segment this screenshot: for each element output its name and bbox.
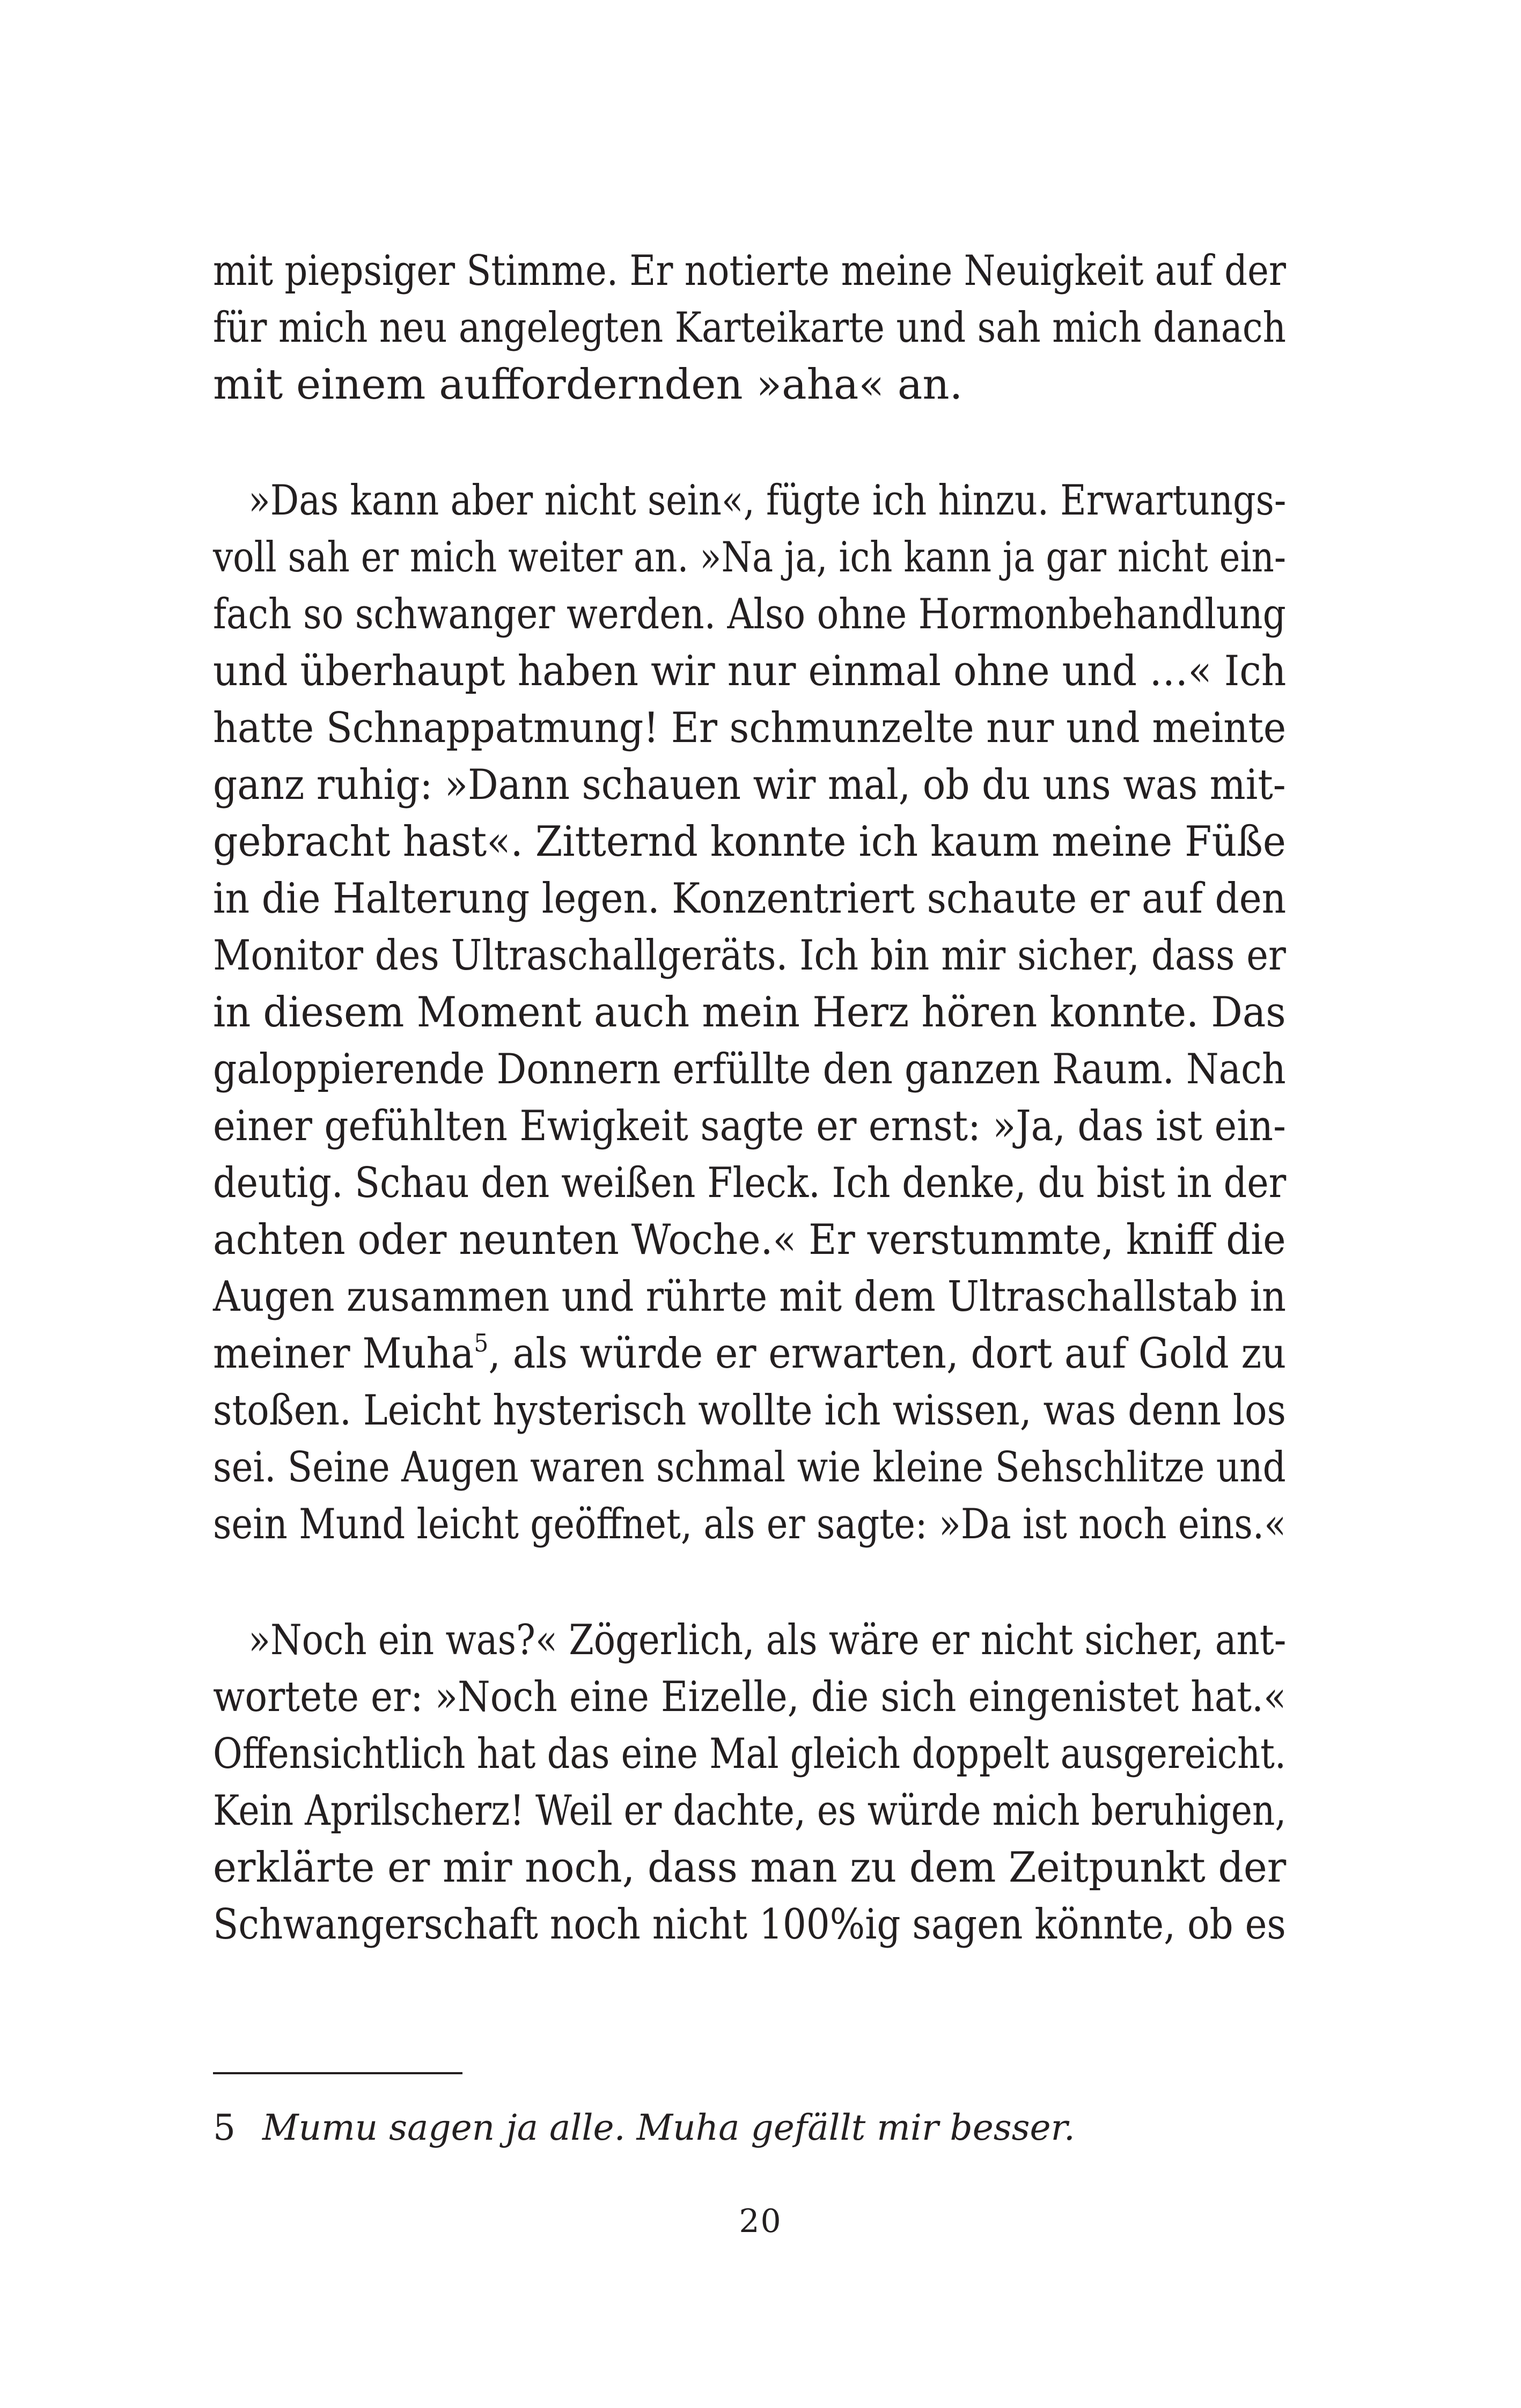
body-line: »Noch ein was?« Zögerlich, als wäre er nicht sicher, ant-: [248, 1616, 1287, 1664]
footnote-divider: [213, 2072, 462, 2074]
body-line: Offensichtlich hat das eine Mal gleich doppelt ausgereicht.: [213, 1730, 1287, 1778]
body-text: meiner Muha: [213, 1330, 474, 1378]
body-line: ganz ruhig: »Dann schauen wir mal, ob du uns was mit-: [213, 761, 1286, 809]
page-number: 20: [739, 2203, 782, 2240]
body-line: fach so schwanger werden. Also ohne Hormonbehandlung: [213, 590, 1286, 638]
body-line: in diesem Moment auch mein Herz hören konnte. Das: [213, 988, 1286, 1037]
footnote-number: 5: [213, 2107, 236, 2148]
body-line: für mich neu angelegten Karteikarte und sah mich danach: [213, 304, 1286, 352]
body-line: wortete er: »Noch eine Eizelle, die sich eingenistet hat.«: [213, 1673, 1287, 1721]
body-line-with-footnote-ref: [213, 1325, 1287, 1382]
body-text: , als würde er erwarten, dort auf Gold zu: [488, 1330, 1287, 1378]
body-line: erklärte er mir noch, dass man zu dem Zeitpunkt der: [213, 1844, 1287, 1892]
body-line: Augen zusammen und rührte mit dem Ultraschallstab in: [213, 1273, 1287, 1321]
body-line: stoßen. Leicht hysterisch wollte ich wissen, was denn los: [213, 1386, 1286, 1435]
body-line: hatte Schnappatmung! Er schmunzelte nur und meinte: [213, 704, 1287, 752]
body-line: einer gefühlten Ewigkeit sagte er ernst: »Ja, das ist ein-: [213, 1102, 1286, 1150]
body-line: voll sah er mich weiter an. »Na ja, ich kann ja gar nicht ein-: [213, 533, 1287, 582]
body-line: gebracht hast«. Zitternd konnte ich kaum meine Füße: [213, 818, 1286, 866]
body-line: mit piepsiger Stimme. Er notierte meine Neuigkeit auf der: [213, 247, 1286, 295]
body-line: Kein Aprilscherz! Weil er dachte, es würde mich beruhigen,: [213, 1787, 1287, 1835]
body-line: in die Halterung legen. Konzentriert schaute er auf den: [213, 875, 1287, 923]
body-line: deutig. Schau den weißen Fleck. Ich denke, du bist in der: [213, 1159, 1287, 1207]
body-line: sei. Seine Augen waren schmal wie kleine Sehschlitze und: [213, 1443, 1286, 1492]
footnote: [213, 2102, 1075, 2154]
body-line: achten oder neunten Woche.« Er verstummte, kniff die: [213, 1216, 1286, 1264]
body-line: mit einem auffordernden »aha« an.: [213, 361, 963, 409]
body-line: »Das kann aber nicht sein«, fügte ich hinzu. Erwartungs-: [248, 476, 1287, 525]
footnote-text: Mumu sagen ja alle. Muha gefällt mir besser.: [262, 2107, 1075, 2148]
footnote-reference[interactable]: 5: [474, 1328, 489, 1357]
body-line: Monitor des Ultraschallgeräts. Ich bin mir sicher, dass er: [213, 931, 1286, 980]
body-line: Schwangerschaft noch nicht 100%ig sagen könnte, ob es: [213, 1900, 1286, 1949]
body-line: und überhaupt haben wir nur einmal ohne und …« Ich: [213, 647, 1287, 695]
body-line: sein Mund leicht geöffnet, als er sagte: »Da ist noch eins.«: [213, 1500, 1287, 1548]
body-line: galoppierende Donnern erfüllte den ganzen Raum. Nach: [213, 1045, 1286, 1093]
